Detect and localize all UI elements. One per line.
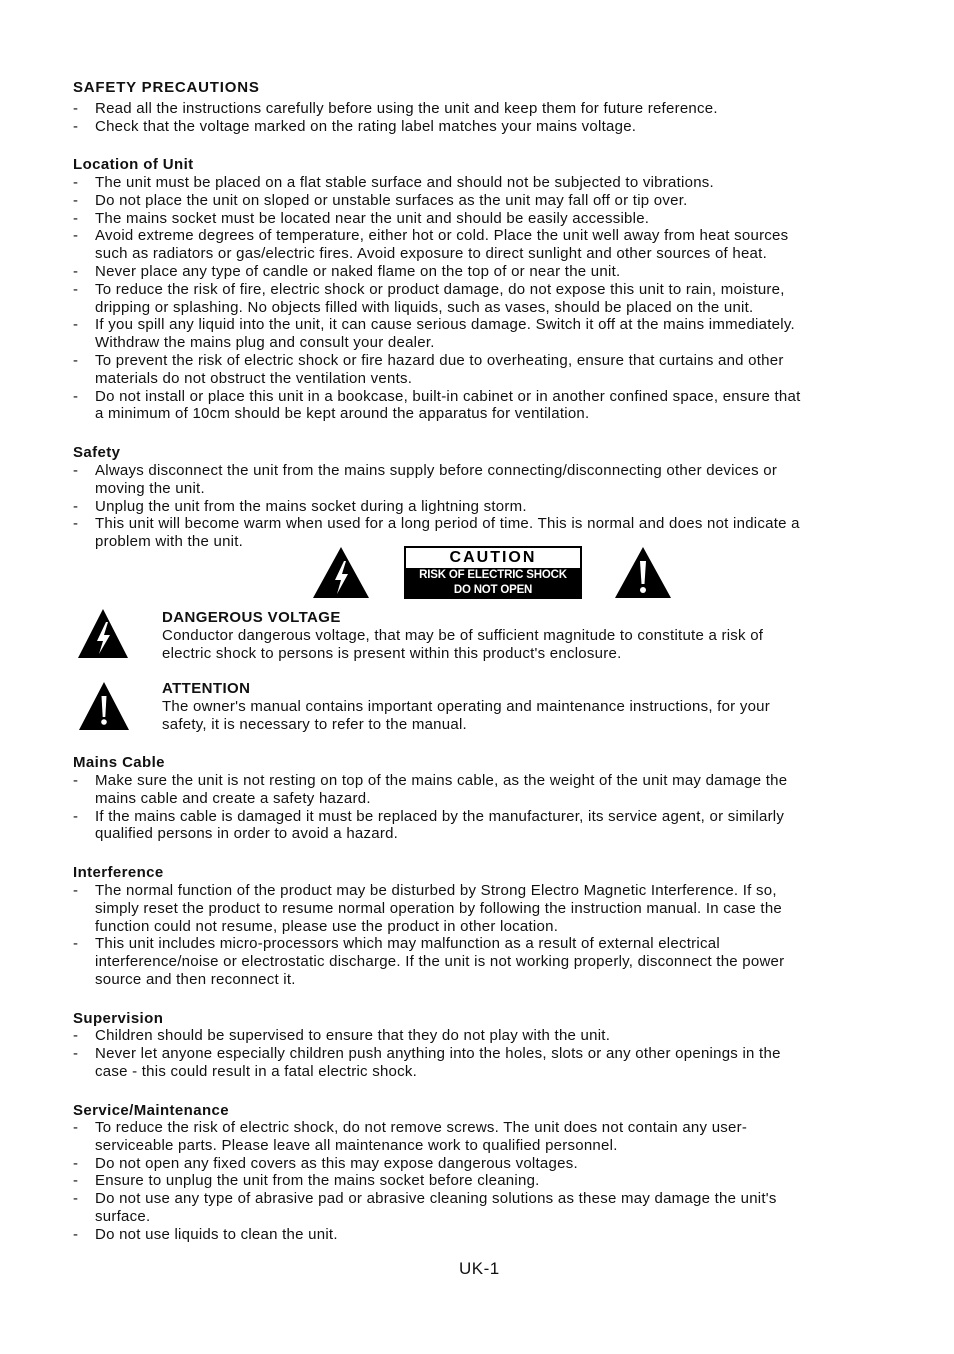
list-item-line: surface.	[95, 1207, 151, 1225]
list-item-line: Withdraw the mains plug and consult your dealer.	[95, 334, 435, 352]
list-item-line: If the mains cable is damaged it must be replaced by the manufacturer, its service agent, or similarly	[95, 807, 785, 825]
bullet-dash: -	[73, 209, 79, 227]
caution-line-2: DO NOT OPEN	[453, 584, 533, 596]
intro-list	[73, 100, 888, 136]
bullet-dash: -	[73, 351, 79, 369]
bullet-dash: -	[73, 1119, 79, 1136]
list-item-line: materials do not obstruct the ventilation vents.	[95, 369, 413, 387]
list-item-line: To reduce the risk of fire, electric shock or product damage, do not expose this unit to rain, moisture,	[95, 280, 785, 298]
list-item	[73, 100, 888, 118]
supervision-list	[73, 1027, 888, 1080]
list-item	[73, 1172, 888, 1190]
location-heading: Location of Unit	[73, 156, 194, 173]
bullet-dash: -	[73, 935, 79, 953]
list-item-line: function could not resume, please use the product in other location.	[95, 917, 559, 935]
bullet-dash: -	[73, 497, 79, 515]
list-item-line: moving the unit.	[95, 479, 205, 497]
list-item-line: Do not open any fixed covers as this may expose dangerous voltages.	[95, 1154, 578, 1172]
attention-heading: ATTENTION	[162, 680, 251, 697]
list-item-line: Do not use any type of abrasive pad or abrasive cleaning solutions as these may damage the unit's	[95, 1190, 777, 1208]
list-item	[73, 882, 888, 935]
interference-list	[73, 882, 888, 989]
list-item	[73, 192, 888, 210]
list-item-line: The mains socket must be located near the unit and should be easily accessible.	[95, 209, 650, 227]
list-item-line: Never place any type of candle or naked flame on the top of or near the unit.	[95, 262, 621, 280]
list-item-line: If you spill any liquid into the unit, it can cause serious damage. Switch it off at the mains immediately.	[95, 316, 795, 334]
list-item-line: case - this could result in a fatal electric shock.	[95, 1062, 418, 1080]
list-item	[73, 772, 888, 808]
list-item	[73, 281, 888, 317]
bullet-dash: -	[73, 227, 79, 245]
bullet-dash: -	[73, 1027, 79, 1044]
safety-list	[73, 462, 888, 551]
lightning-warning-icon	[312, 546, 370, 599]
list-item	[73, 316, 888, 352]
list-item-line: Always disconnect the unit from the mains supply before connecting/disconnecting other devices or	[95, 462, 778, 479]
mains-cable-heading: Mains Cable	[73, 754, 165, 771]
list-item	[73, 174, 888, 192]
page-number: UK-1	[459, 1259, 500, 1278]
bullet-dash: -	[73, 316, 79, 334]
list-item	[73, 118, 888, 136]
bullet-dash: -	[73, 1172, 79, 1190]
bullet-dash: -	[73, 174, 79, 191]
list-item-line: Ensure to unplug the unit from the mains socket before cleaning.	[95, 1172, 540, 1190]
interference-heading: Interference	[73, 864, 164, 881]
list-item-line: To prevent the risk of electric shock or fire hazard due to overheating, ensure that curtains and other	[95, 351, 784, 369]
list-item	[73, 1027, 888, 1045]
list-item	[73, 1119, 888, 1155]
mains-cable-list	[73, 772, 888, 843]
list-item-line: The unit must be placed on a flat stable surface and should not be subjected to vibrations.	[95, 174, 714, 191]
list-item-line: serviceable parts. Please leave all maintenance work to qualified personnel.	[95, 1136, 618, 1154]
list-item-line: Never let anyone especially children push anything into the holes, slots or any other openings in the	[95, 1044, 781, 1062]
list-item	[73, 1226, 888, 1244]
bullet-dash: -	[73, 100, 79, 117]
page-title: SAFETY PRECAUTIONS	[73, 79, 260, 96]
caution-heading: CAUTION	[406, 548, 580, 568]
bullet-dash: -	[73, 807, 79, 825]
list-item-line: dripping or splashing. No objects filled with liquids, such as vases, should be placed on the unit.	[95, 298, 754, 316]
supervision-heading: Supervision	[73, 1010, 164, 1027]
bullet-dash: -	[73, 772, 79, 789]
list-item-line: This unit will become warm when used for a long period of time. This is normal and does not indicate a	[95, 515, 800, 533]
list-item-line: Make sure the unit is not resting on top of the mains cable, as the weight of the unit may damage the	[95, 772, 788, 789]
bullet-dash: -	[73, 1154, 79, 1172]
list-item-line: interference/noise or electrostatic discharge. If the unit is not working properly, disconnect the power	[95, 953, 785, 971]
bullet-dash: -	[73, 1225, 79, 1243]
location-list	[73, 174, 888, 423]
list-item-line: Do not place the unit on sloped or unstable surfaces as the unit may fall off or tip over.	[95, 191, 688, 209]
list-item	[73, 1155, 888, 1173]
list-item-line: simply reset the product to resume normal operation by following the instruction manual. In case the	[95, 899, 783, 917]
safety-heading: Safety	[73, 444, 121, 461]
list-item-line: such as radiators or gas/electric fires. Avoid exposure to direct sunlight and other sources of heat.	[95, 245, 767, 263]
bullet-dash: -	[73, 280, 79, 298]
bullet-dash: -	[73, 191, 79, 209]
bullet-dash: -	[73, 1044, 79, 1062]
list-item-line: To reduce the risk of electric shock, do not remove screws. The unit does not contain any user-	[95, 1119, 748, 1136]
list-item	[73, 808, 888, 844]
list-item-line: This unit includes micro-processors which may malfunction as a result of external electrical	[95, 935, 720, 953]
bullet-dash: -	[73, 1190, 79, 1208]
dangerous-voltage-text: Conductor dangerous voltage, that may be of sufficient magnitude to constitute a risk of electric shock to persons is present within this product's enclosure.	[162, 627, 764, 662]
list-item-line: Do not install or place this unit in a bookcase, built-in cabinet or in another confined space, ensure that	[95, 387, 801, 405]
list-item	[73, 352, 888, 388]
list-item	[73, 210, 888, 228]
list-item-line: Read all the instructions carefully before using the unit and keep them for future reference.	[95, 100, 718, 117]
list-item-line: qualified persons in order to avoid a hazard.	[95, 825, 399, 843]
bullet-dash: -	[73, 117, 79, 135]
bullet-dash: -	[73, 262, 79, 280]
bullet-dash: -	[73, 387, 79, 405]
list-item-line: source and then reconnect it.	[95, 970, 296, 988]
lightning-warning-icon	[77, 608, 129, 659]
dangerous-voltage-heading: DANGEROUS VOLTAGE	[162, 609, 341, 626]
list-item-line: problem with the unit.	[95, 533, 244, 551]
caution-line-1: RISK OF ELECTRIC SHOCK	[419, 569, 567, 581]
list-item-line: mains cable and create a safety hazard.	[95, 789, 371, 807]
list-item-line: Unplug the unit from the mains socket during a lightning storm.	[95, 497, 527, 515]
list-item	[73, 388, 888, 424]
list-item-line: Check that the voltage marked on the rating label matches your mains voltage.	[95, 117, 637, 135]
bullet-dash: -	[73, 515, 79, 533]
list-item	[73, 1190, 888, 1226]
bullet-dash: -	[73, 882, 79, 899]
exclamation-warning-icon	[614, 546, 672, 599]
service-list	[73, 1119, 888, 1244]
list-item	[73, 263, 888, 281]
list-item-line: Avoid extreme degrees of temperature, either hot or cold. Place the unit well away from heat sources	[95, 227, 789, 245]
list-item	[73, 1045, 888, 1081]
list-item-line: a minimum of 10cm should be kept around the apparatus for ventilation.	[95, 405, 590, 423]
list-item	[73, 935, 888, 988]
list-item-line: The normal function of the product may be disturbed by Strong Electro Magnetic Interference. If so,	[95, 882, 777, 899]
service-heading: Service/Maintenance	[73, 1102, 230, 1119]
attention-text: The owner's manual contains important operating and maintenance instructions, for your safety, it is necessary to refer to the manual.	[162, 698, 771, 733]
list-item	[73, 498, 888, 516]
exclamation-warning-icon	[78, 681, 130, 731]
list-item	[73, 462, 888, 498]
list-item	[73, 227, 888, 263]
list-item-line: Children should be supervised to ensure that they do not play with the unit.	[95, 1027, 611, 1044]
caution-label	[404, 546, 582, 599]
list-item-line: Do not use liquids to clean the unit.	[95, 1225, 338, 1243]
bullet-dash: -	[73, 462, 79, 479]
